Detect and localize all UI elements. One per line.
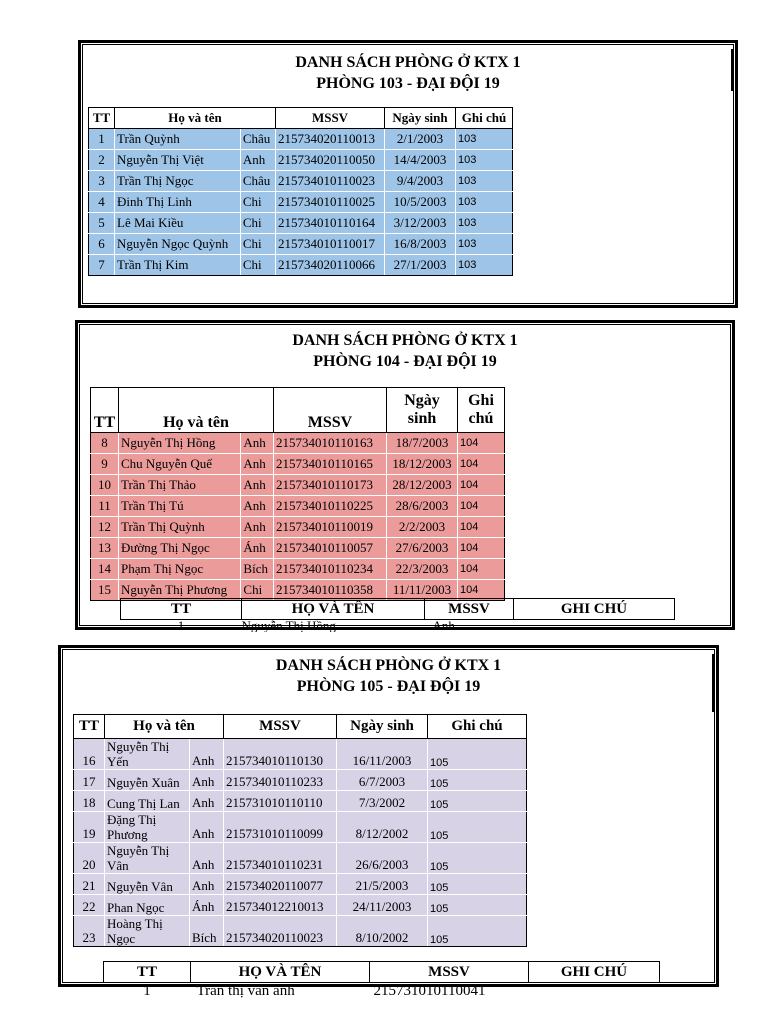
row-mssv: 215734010110164 <box>276 213 385 234</box>
row-given-name: Ánh <box>190 895 224 916</box>
row-dob: 26/6/2003 <box>337 843 428 874</box>
table-row <box>74 812 527 843</box>
row-tt: 9 <box>91 454 119 475</box>
row-given-name: Châu <box>240 171 275 192</box>
row-mssv: 215734020110077 <box>224 874 337 895</box>
row-note: 104 <box>458 454 505 475</box>
table-row <box>89 213 513 234</box>
row-note: 105 <box>428 739 527 770</box>
table-row <box>89 129 513 150</box>
row-dob: 2/2/2003 <box>387 517 458 538</box>
row-tt: 18 <box>74 791 105 812</box>
row-name: Nguyễn Thị Việt <box>115 150 241 171</box>
summary-col-name: HỌ VÀ TÊN <box>191 962 370 983</box>
summary-col-name: HỌ VÀ TÊN <box>242 599 425 620</box>
row-given-name: Anh <box>241 475 274 496</box>
table-row <box>91 559 505 580</box>
row-dob: 28/6/2003 <box>387 496 458 517</box>
row-mssv: 215734010110163 <box>274 433 387 454</box>
row-dob: 9/4/2003 <box>385 171 456 192</box>
scroll-indicator <box>731 49 734 91</box>
row-name: Nguyễn Vân <box>105 874 190 895</box>
row-given-name: Anh <box>241 496 274 517</box>
row-given-name: Châu <box>240 129 275 150</box>
row-tt: 17 <box>74 770 105 791</box>
row-dob: 10/5/2003 <box>385 192 456 213</box>
row-mssv: 215734010110130 <box>224 739 337 770</box>
row-mssv: 215734010110231 <box>224 843 337 874</box>
room-103-table <box>88 107 513 276</box>
row-tt: 10 <box>91 475 119 496</box>
col-tt: TT <box>89 108 115 129</box>
row-tt: 5 <box>89 213 115 234</box>
room-103-title <box>81 52 735 94</box>
col-name: Họ và tên <box>115 108 276 129</box>
table-row <box>91 475 505 496</box>
row-dob: 18/7/2003 <box>387 433 458 454</box>
summary-name: Nguyễn Thị Hồng <box>241 619 336 632</box>
row-mssv: 215734010110233 <box>224 770 337 791</box>
room-104-rows <box>91 433 505 601</box>
room-title: PHÒNG 105 - ĐẠI ĐỘI 19 <box>296 678 481 695</box>
row-given-name: Bích <box>190 916 224 947</box>
col-tt: TT <box>91 388 119 433</box>
row-name: Phạm Thị Ngọc <box>119 559 241 580</box>
row-tt: 16 <box>74 739 105 770</box>
row-given-name: Chi <box>241 580 274 601</box>
row-dob: 27/6/2003 <box>387 538 458 559</box>
dorm-title: DANH SÁCH PHÒNG Ở KTX 1 <box>275 657 502 674</box>
row-tt: 19 <box>74 812 105 843</box>
table-row <box>74 791 527 812</box>
row-mssv: 215734020110013 <box>276 129 385 150</box>
row-mssv: 215734020110023 <box>224 916 337 947</box>
row-tt: 15 <box>91 580 119 601</box>
row-note: 103 <box>456 171 513 192</box>
row-note: 104 <box>458 559 505 580</box>
room-104-title <box>78 330 732 372</box>
col-mssv: MSSV <box>224 715 337 739</box>
row-note: 105 <box>428 916 527 947</box>
row-dob: 28/12/2003 <box>387 475 458 496</box>
col-note: Ghi chú <box>456 108 513 129</box>
row-given-name: Bích <box>241 559 274 580</box>
table-header-row <box>74 715 527 739</box>
row-mssv: 215734010110234 <box>274 559 387 580</box>
row-given-name: Anh <box>241 454 274 475</box>
table-row <box>89 171 513 192</box>
row-note: 103 <box>456 255 513 276</box>
room-105-table <box>73 714 527 947</box>
row-given-name: Ánh <box>241 538 274 559</box>
table-row <box>74 916 527 947</box>
row-tt: 23 <box>74 916 105 947</box>
row-note: 104 <box>458 580 505 601</box>
table-row <box>91 538 505 559</box>
row-name: Trần Thị Kim <box>115 255 241 276</box>
row-given-name: Anh <box>190 874 224 895</box>
room-title: PHÒNG 103 - ĐẠI ĐỘI 19 <box>316 75 500 92</box>
row-name: Đặng Thị Phương <box>105 812 190 843</box>
col-note: Ghi chú <box>458 388 505 433</box>
summary-col-tt: TT <box>104 962 191 983</box>
table-row <box>74 874 527 895</box>
row-tt: 1 <box>89 129 115 150</box>
row-given-name: Anh <box>190 770 224 791</box>
room-104-panel <box>75 320 735 630</box>
summary-header-row <box>121 599 675 620</box>
summary-note <box>514 620 675 633</box>
row-mssv: 215734012210013 <box>224 895 337 916</box>
row-dob: 6/7/2003 <box>337 770 428 791</box>
summary-mssv: 215731010110041 <box>373 983 486 999</box>
row-dob: 2/1/2003 <box>385 129 456 150</box>
table-row <box>74 739 527 770</box>
row-mssv: 215734010110165 <box>274 454 387 475</box>
row-tt: 3 <box>89 171 115 192</box>
col-dob: Ngày sinh <box>385 108 456 129</box>
dorm-title: DANH SÁCH PHÒNG Ở KTX 1 <box>295 54 521 71</box>
col-mssv: MSSV <box>274 388 387 433</box>
row-name: Trần Thị Tú <box>119 496 241 517</box>
row-dob: 16/11/2003 <box>337 739 428 770</box>
row-tt: 11 <box>91 496 119 517</box>
row-tt: 22 <box>74 895 105 916</box>
row-note: 103 <box>456 192 513 213</box>
row-mssv: 215734010110173 <box>274 475 387 496</box>
row-note: 104 <box>458 517 505 538</box>
summary-mssv: Anh <box>432 619 455 632</box>
table-row <box>89 192 513 213</box>
table-row <box>74 895 527 916</box>
row-dob: 18/12/2003 <box>387 454 458 475</box>
summary-note <box>529 983 660 1001</box>
scroll-indicator <box>712 654 715 712</box>
col-note: Ghi chú <box>428 715 527 739</box>
summary-col-mssv: MSSV <box>370 962 529 983</box>
row-mssv: 215734010110057 <box>274 538 387 559</box>
row-mssv: 215734010110358 <box>274 580 387 601</box>
row-dob: 8/12/2002 <box>337 812 428 843</box>
row-dob: 22/3/2003 <box>387 559 458 580</box>
row-dob: 8/10/2002 <box>337 916 428 947</box>
row-given-name: Chi <box>240 255 275 276</box>
row-note: 104 <box>458 433 505 454</box>
table-row <box>91 496 505 517</box>
row-name: Đường Thị Ngọc <box>119 538 241 559</box>
summary-row <box>104 983 660 1001</box>
room-title: PHÒNG 104 - ĐẠI ĐỘI 19 <box>313 353 497 370</box>
summary-tt: 1 <box>143 983 151 999</box>
row-name: Trần Quỳnh <box>115 129 241 150</box>
row-dob: 7/3/2002 <box>337 791 428 812</box>
table-header-row <box>89 108 513 129</box>
table-row <box>89 150 513 171</box>
row-name: Chu Nguyễn Quế <box>119 454 241 475</box>
row-name: Trần Thị Thảo <box>119 475 241 496</box>
row-tt: 6 <box>89 234 115 255</box>
row-dob: 21/5/2003 <box>337 874 428 895</box>
row-dob: 11/11/2003 <box>387 580 458 601</box>
room-105-title <box>61 655 716 697</box>
summary-header-row <box>104 962 660 983</box>
row-dob: 14/4/2003 <box>385 150 456 171</box>
row-dob: 16/8/2003 <box>385 234 456 255</box>
row-note: 103 <box>456 234 513 255</box>
col-dob: Ngày sinh <box>337 715 428 739</box>
row-note: 105 <box>428 874 527 895</box>
row-name: Cung Thị Lan <box>105 791 190 812</box>
room-105-summary-table <box>103 961 660 1000</box>
row-dob: 27/1/2003 <box>385 255 456 276</box>
col-name: Họ và tên <box>105 715 224 739</box>
summary-name: Trần thị vân anh <box>196 983 295 999</box>
row-tt: 12 <box>91 517 119 538</box>
row-given-name: Chi <box>240 192 275 213</box>
row-mssv: 215731010110110 <box>224 791 337 812</box>
row-note: 105 <box>428 770 527 791</box>
row-tt: 14 <box>91 559 119 580</box>
row-note: 104 <box>458 538 505 559</box>
row-note: 103 <box>456 129 513 150</box>
table-row <box>74 770 527 791</box>
row-note: 104 <box>458 496 505 517</box>
row-mssv: 215734010110023 <box>276 171 385 192</box>
col-tt: TT <box>74 715 105 739</box>
dorm-title: DANH SÁCH PHÒNG Ở KTX 1 <box>292 332 518 349</box>
row-name: Nguyễn Thị Phương <box>119 580 241 601</box>
room-104-table <box>90 387 505 601</box>
row-mssv: 215734020110066 <box>276 255 385 276</box>
row-name: Nguyễn Thị Vân <box>105 843 190 874</box>
row-name: Hoàng Thị Ngọc <box>105 916 190 947</box>
row-mssv: 215734020110050 <box>276 150 385 171</box>
table-row <box>89 255 513 276</box>
row-given-name: Chi <box>240 213 275 234</box>
row-mssv: 215734010110019 <box>274 517 387 538</box>
row-tt: 20 <box>74 843 105 874</box>
room-103-rows <box>89 129 513 276</box>
row-tt: 13 <box>91 538 119 559</box>
row-note: 105 <box>428 895 527 916</box>
row-note: 104 <box>458 475 505 496</box>
row-given-name: Anh <box>241 517 274 538</box>
summary-tt: 1 <box>177 619 185 632</box>
summary-col-tt: TT <box>121 599 242 620</box>
room-104-summary-table <box>120 598 675 632</box>
row-name: Trần Thị Quỳnh <box>119 517 241 538</box>
row-tt: 4 <box>89 192 115 213</box>
row-name: Nguyễn Xuân <box>105 770 190 791</box>
row-tt: 7 <box>89 255 115 276</box>
col-dob: Ngày sinh <box>387 388 458 433</box>
row-name: Phan Ngọc <box>105 895 190 916</box>
row-given-name: Chi <box>240 234 275 255</box>
col-name: Họ và tên <box>119 388 274 433</box>
summary-col-note: GHI CHÚ <box>514 599 675 620</box>
row-name: Nguyễn Thị Hồng <box>119 433 241 454</box>
row-note: 105 <box>428 791 527 812</box>
summary-col-note: GHI CHÚ <box>529 962 660 983</box>
row-given-name: Anh <box>190 812 224 843</box>
row-mssv: 215731010110099 <box>224 812 337 843</box>
table-row <box>91 454 505 475</box>
col-mssv: MSSV <box>276 108 385 129</box>
row-tt: 8 <box>91 433 119 454</box>
row-given-name: Anh <box>190 843 224 874</box>
row-note: 105 <box>428 812 527 843</box>
table-row <box>91 517 505 538</box>
row-given-name: Anh <box>241 433 274 454</box>
summary-row <box>121 620 675 633</box>
table-row <box>89 234 513 255</box>
row-given-name: Anh <box>190 739 224 770</box>
summary-col-mssv: MSSV <box>425 599 514 620</box>
row-name: Nguyễn Thị Yến <box>105 739 190 770</box>
row-mssv: 215734010110017 <box>276 234 385 255</box>
row-note: 103 <box>456 150 513 171</box>
row-dob: 3/12/2003 <box>385 213 456 234</box>
row-given-name: Anh <box>190 791 224 812</box>
room-103-panel <box>78 40 738 308</box>
row-dob: 24/11/2003 <box>337 895 428 916</box>
row-name: Trần Thị Ngọc <box>115 171 241 192</box>
table-header-row <box>91 388 505 433</box>
row-tt: 2 <box>89 150 115 171</box>
room-105-rows <box>74 739 527 947</box>
row-note: 103 <box>456 213 513 234</box>
row-name: Đinh Thị Linh <box>115 192 241 213</box>
table-row <box>74 843 527 874</box>
row-name: Nguyễn Ngọc Quỳnh <box>115 234 241 255</box>
row-mssv: 215734010110225 <box>274 496 387 517</box>
row-name: Lê Mai Kiều <box>115 213 241 234</box>
row-tt: 21 <box>74 874 105 895</box>
row-given-name: Anh <box>240 150 275 171</box>
room-105-panel <box>58 645 719 999</box>
table-row <box>91 433 505 454</box>
row-mssv: 215734010110025 <box>276 192 385 213</box>
row-note: 105 <box>428 843 527 874</box>
